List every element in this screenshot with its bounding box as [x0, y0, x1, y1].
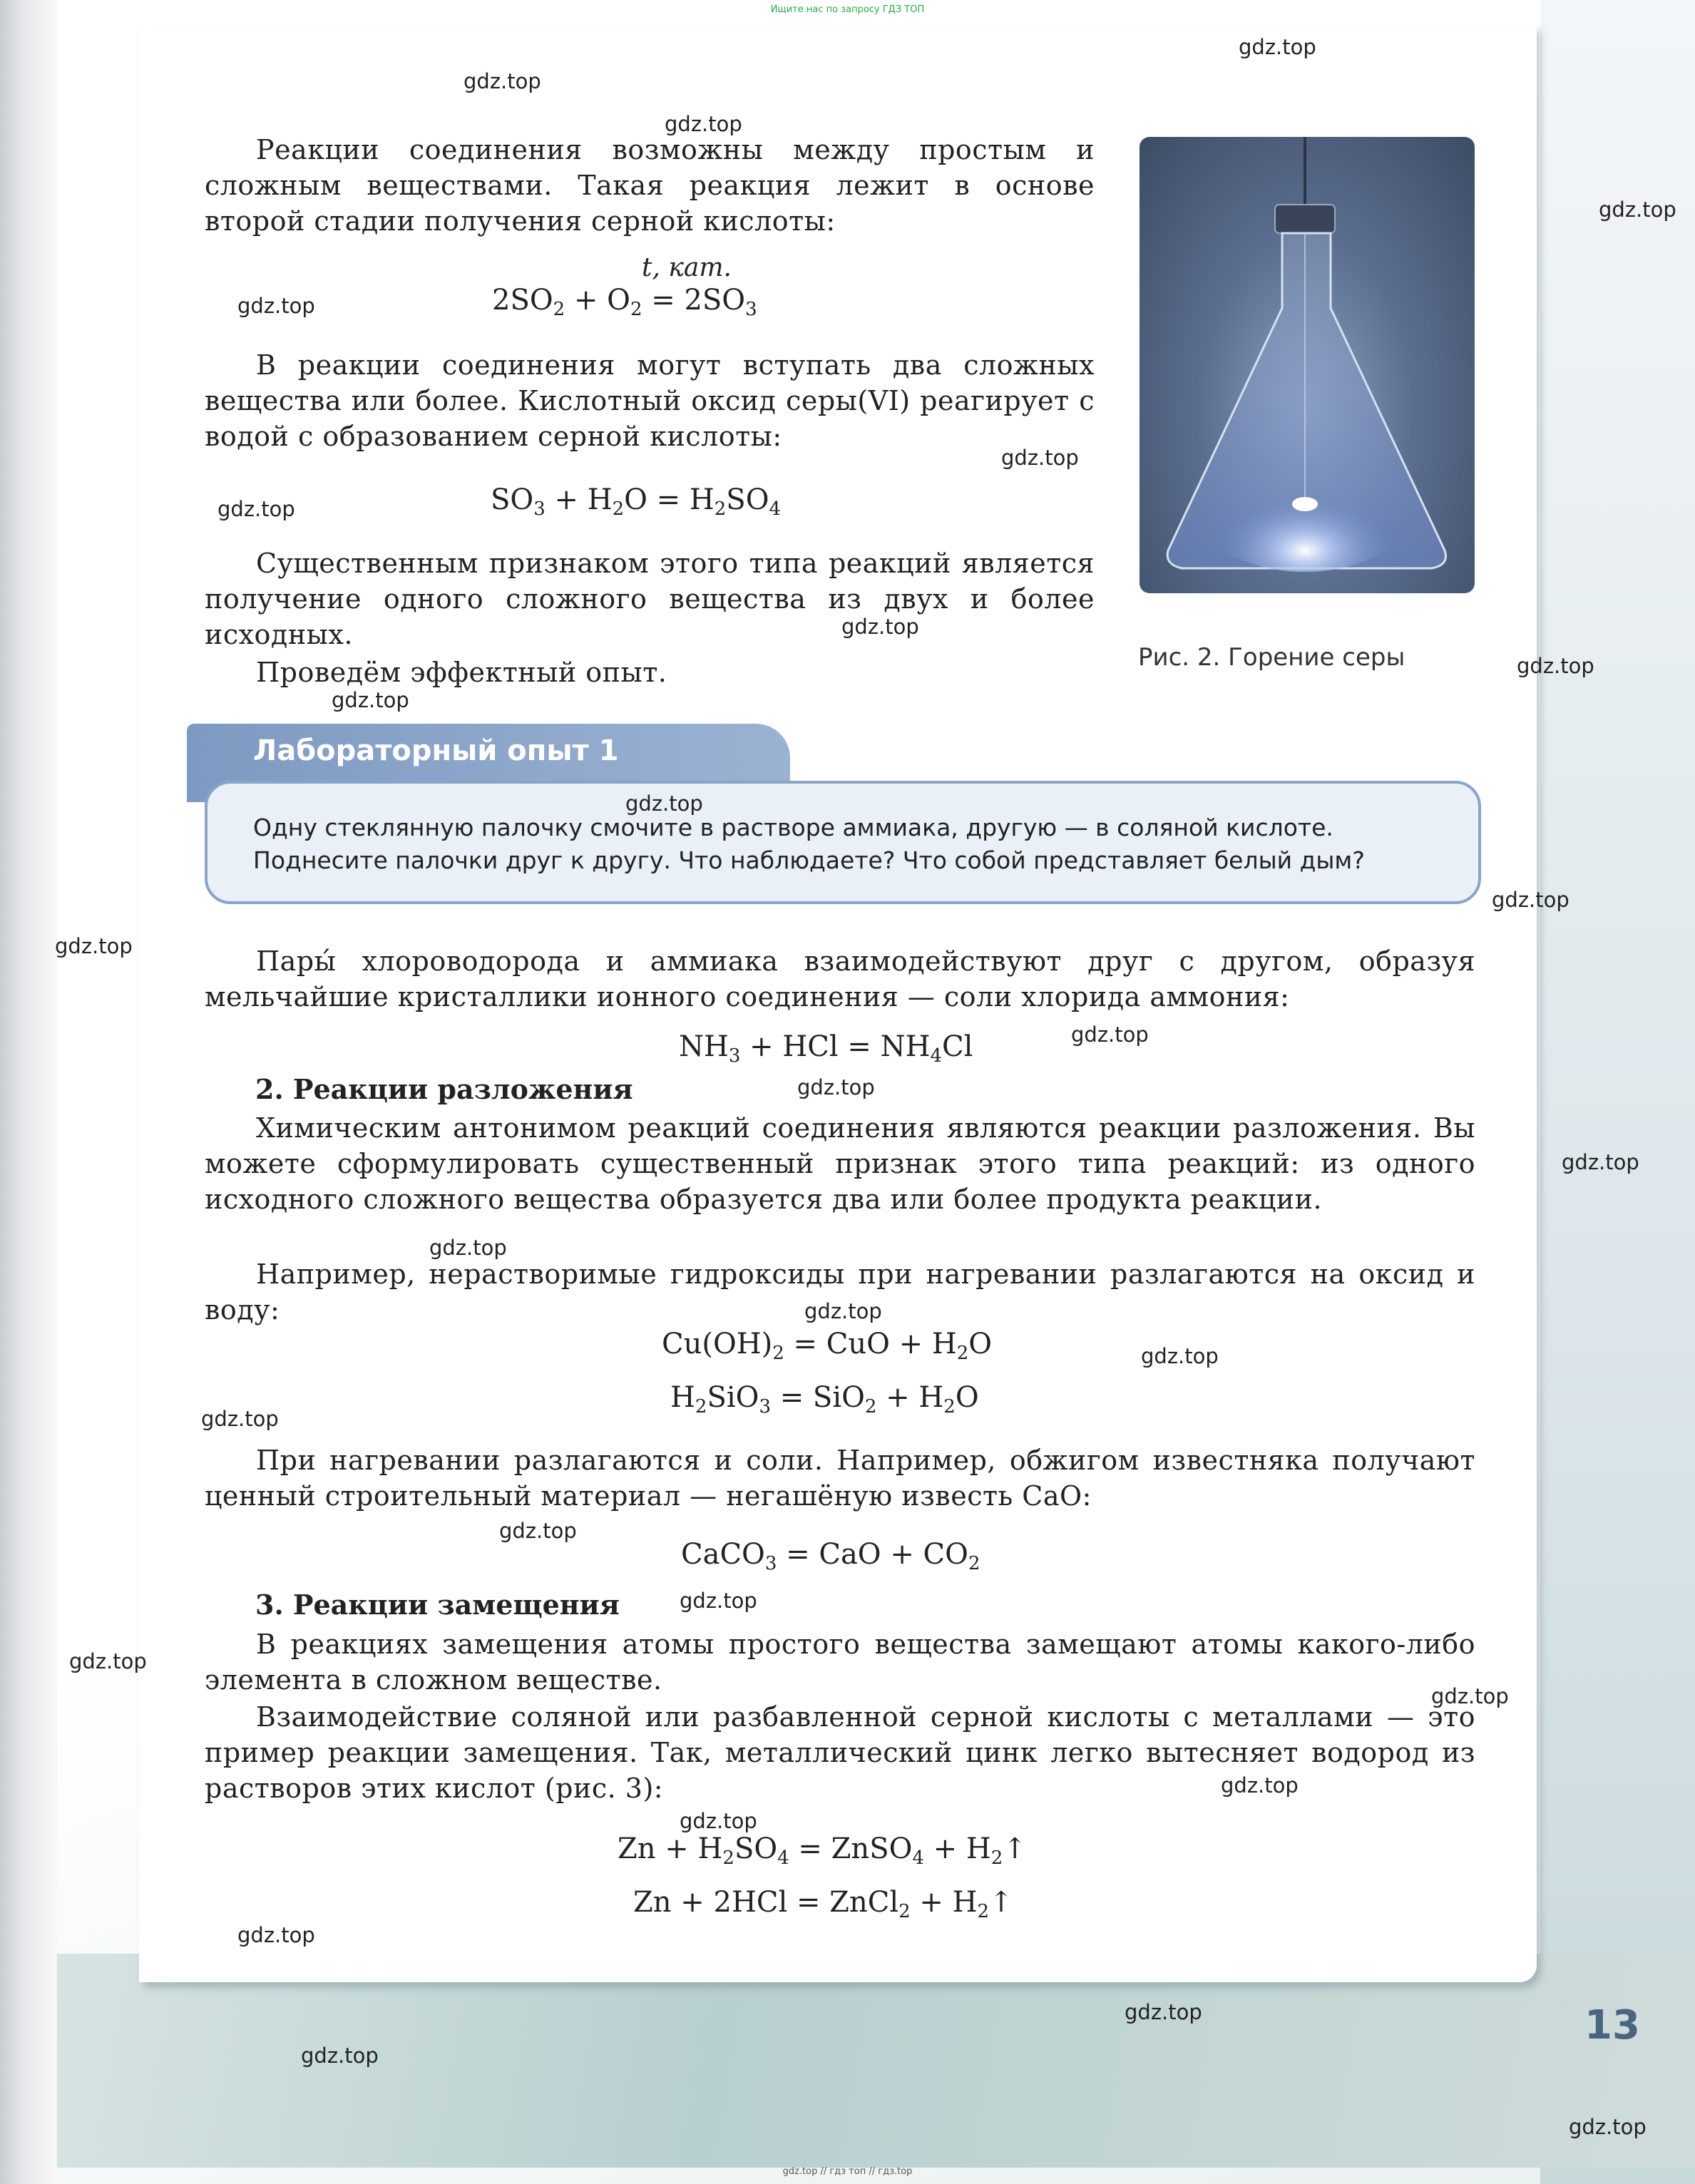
section-3-paragraph-1-text: В реакциях замещения атомы простого вещества замещают атомы какого-либо элемента в сложном веществе. [205, 1629, 1475, 1696]
top-note[interactable]: Ищите нас по запросу ГДЗ ТОП [770, 4, 925, 15]
figure-sulfur-burning [1140, 137, 1475, 593]
lab-experiment-text: Одну стеклянную палочку смочите в растворе аммиака, другую — в соляной кислоте. Поднесите палочки друг к другу. Что наблюдаете? Что собой представляет белый дым? [253, 814, 1365, 874]
equation-1-condition [642, 253, 732, 282]
watermark: gdz.top [201, 1407, 279, 1431]
section-3-heading: 3. Реакции замещения [255, 1589, 620, 1621]
paragraph-3-text: Существенным признаком этого типа реакций является получение одного сложного вещества из двух и более исходных. [205, 548, 1095, 650]
equation-4: $Cu(OH)_2$ = CuO + $H_2O$ [662, 1328, 993, 1364]
equation-2: $SO_3 + H_2O = H_2SO_4$ [491, 483, 782, 520]
paragraph-4 [205, 655, 1095, 690]
paragraph-5-text: Пары́ хлороводорода и аммиака взаимодействуют друг с другом, образуя мельчайшие кристаллики ионного соединения — соли хлорида аммония: [205, 945, 1475, 1012]
watermark: gdz.top [237, 1923, 315, 1947]
watermark: gdz.top [429, 1236, 507, 1260]
watermark: gdz.top [625, 791, 703, 816]
section-3-paragraph-1 [205, 1626, 1475, 1698]
paragraph-1 [205, 132, 1095, 239]
figure-caption: Рис. 2. Горение серы [1138, 643, 1405, 672]
watermark: gdz.top [1125, 2000, 1202, 2024]
condition-text: t, кат. [642, 253, 732, 282]
watermark: gdz.top [55, 934, 133, 958]
paragraph-3 [205, 545, 1095, 652]
watermark: gdz.top [1431, 1684, 1509, 1708]
bottom-note[interactable]: gdz.top // гдз топ // гдз.top [782, 2166, 913, 2177]
watermark: gdz.top [1221, 1773, 1299, 1798]
watermark: gdz.top [1492, 888, 1569, 912]
watermark: gdz.top [301, 2044, 379, 2068]
paragraph-2 [205, 347, 1095, 454]
watermark: gdz.top [69, 1649, 147, 1673]
section-3-paragraph-2-text: Взаимодействие соляной или разбавленной серной кислоты с металлами — это пример реакции замещения. Так, металлический цинк легко вытесняет водород из растворов этих кислот (рис. 3): [205, 1701, 1475, 1804]
section-2-paragraph-3-text: При нагревании разлагаются и соли. Например, обжигом известняка получают ценный строительный материал — негашёную известь CaO: [205, 1445, 1475, 1512]
section-2-paragraph-1-text: Химическим антонимом реакций соединения являются реакции разложения. Вы можете сформулировать существенный признак этого типа реакций: из одного исходного сложного вещества образуется два или более продукта реакции. [205, 1112, 1475, 1215]
watermark: gdz.top [1001, 446, 1079, 470]
section-2-paragraph-3 [205, 1442, 1475, 1514]
watermark: gdz.top [680, 1589, 757, 1613]
equation-8: Zn + 2HCl = ZnCl$_2$ + $H_2↑$ [633, 1886, 1013, 1922]
watermark: gdz.top [1141, 1344, 1219, 1368]
section-2-paragraph-1 [205, 1110, 1475, 1217]
paragraph-4-text: Проведём эффектный опыт. [256, 657, 667, 688]
lab-experiment-title: Лабораторный опыт 1 [253, 734, 619, 767]
watermark: gdz.top [332, 688, 409, 712]
watermark: gdz.top [1239, 35, 1316, 59]
page-number: 13 [1584, 2002, 1640, 2049]
watermark: gdz.top [499, 1519, 577, 1543]
watermark: gdz.top [217, 497, 295, 521]
watermark: gdz.top [1599, 198, 1676, 222]
equation-3: $NH_3$ + HCl = $NH_4Cl$ [679, 1030, 973, 1067]
watermark: gdz.top [665, 112, 742, 136]
watermark: gdz.top [464, 69, 541, 93]
right-page-edge [1540, 0, 1695, 2184]
paragraph-5 [205, 943, 1475, 1015]
watermark: gdz.top [680, 1809, 757, 1833]
watermark: gdz.top [1517, 654, 1594, 678]
equation-1: $2SO_2 + O_2 = 2SO_3$ [492, 284, 757, 320]
book-spine [0, 0, 57, 2184]
paragraph-2-text: В реакции соединения могут вступать два сложных вещества или более. Кислотный оксид серы(VI) реагирует с водой с образованием серной кислоты: [205, 349, 1095, 452]
watermark: gdz.top [237, 294, 315, 318]
flask-illustration [1140, 137, 1475, 593]
paragraph-1-text: Реакции соединения возможны между простым и сложным веществами. Такая реакция лежит в основе второй стадии получения серной кислоты: [205, 134, 1095, 237]
equation-7: $Zn + H_2SO_4$ = ZnSO$_4$ + $H_2↑$ [618, 1832, 1027, 1869]
equation-5: $H_2SiO_3 = SiO_2 + H_2O$ [670, 1381, 979, 1417]
section-2-paragraph-2-text: Например, нерастворимые гидроксиды при нагревании разлагаются на оксид и воду: [205, 1258, 1475, 1326]
watermark: gdz.top [1569, 2115, 1647, 2139]
watermark: gdz.top [797, 1075, 875, 1099]
watermark: gdz.top [1562, 1150, 1639, 1174]
equation-6: CaCO$_3$ = CaO + $CO_2$ [681, 1538, 980, 1574]
watermark: gdz.top [841, 615, 919, 639]
watermark: gdz.top [804, 1299, 882, 1323]
watermark: gdz.top [1071, 1022, 1149, 1047]
section-2-heading: 2. Реакции разложения [255, 1073, 633, 1105]
